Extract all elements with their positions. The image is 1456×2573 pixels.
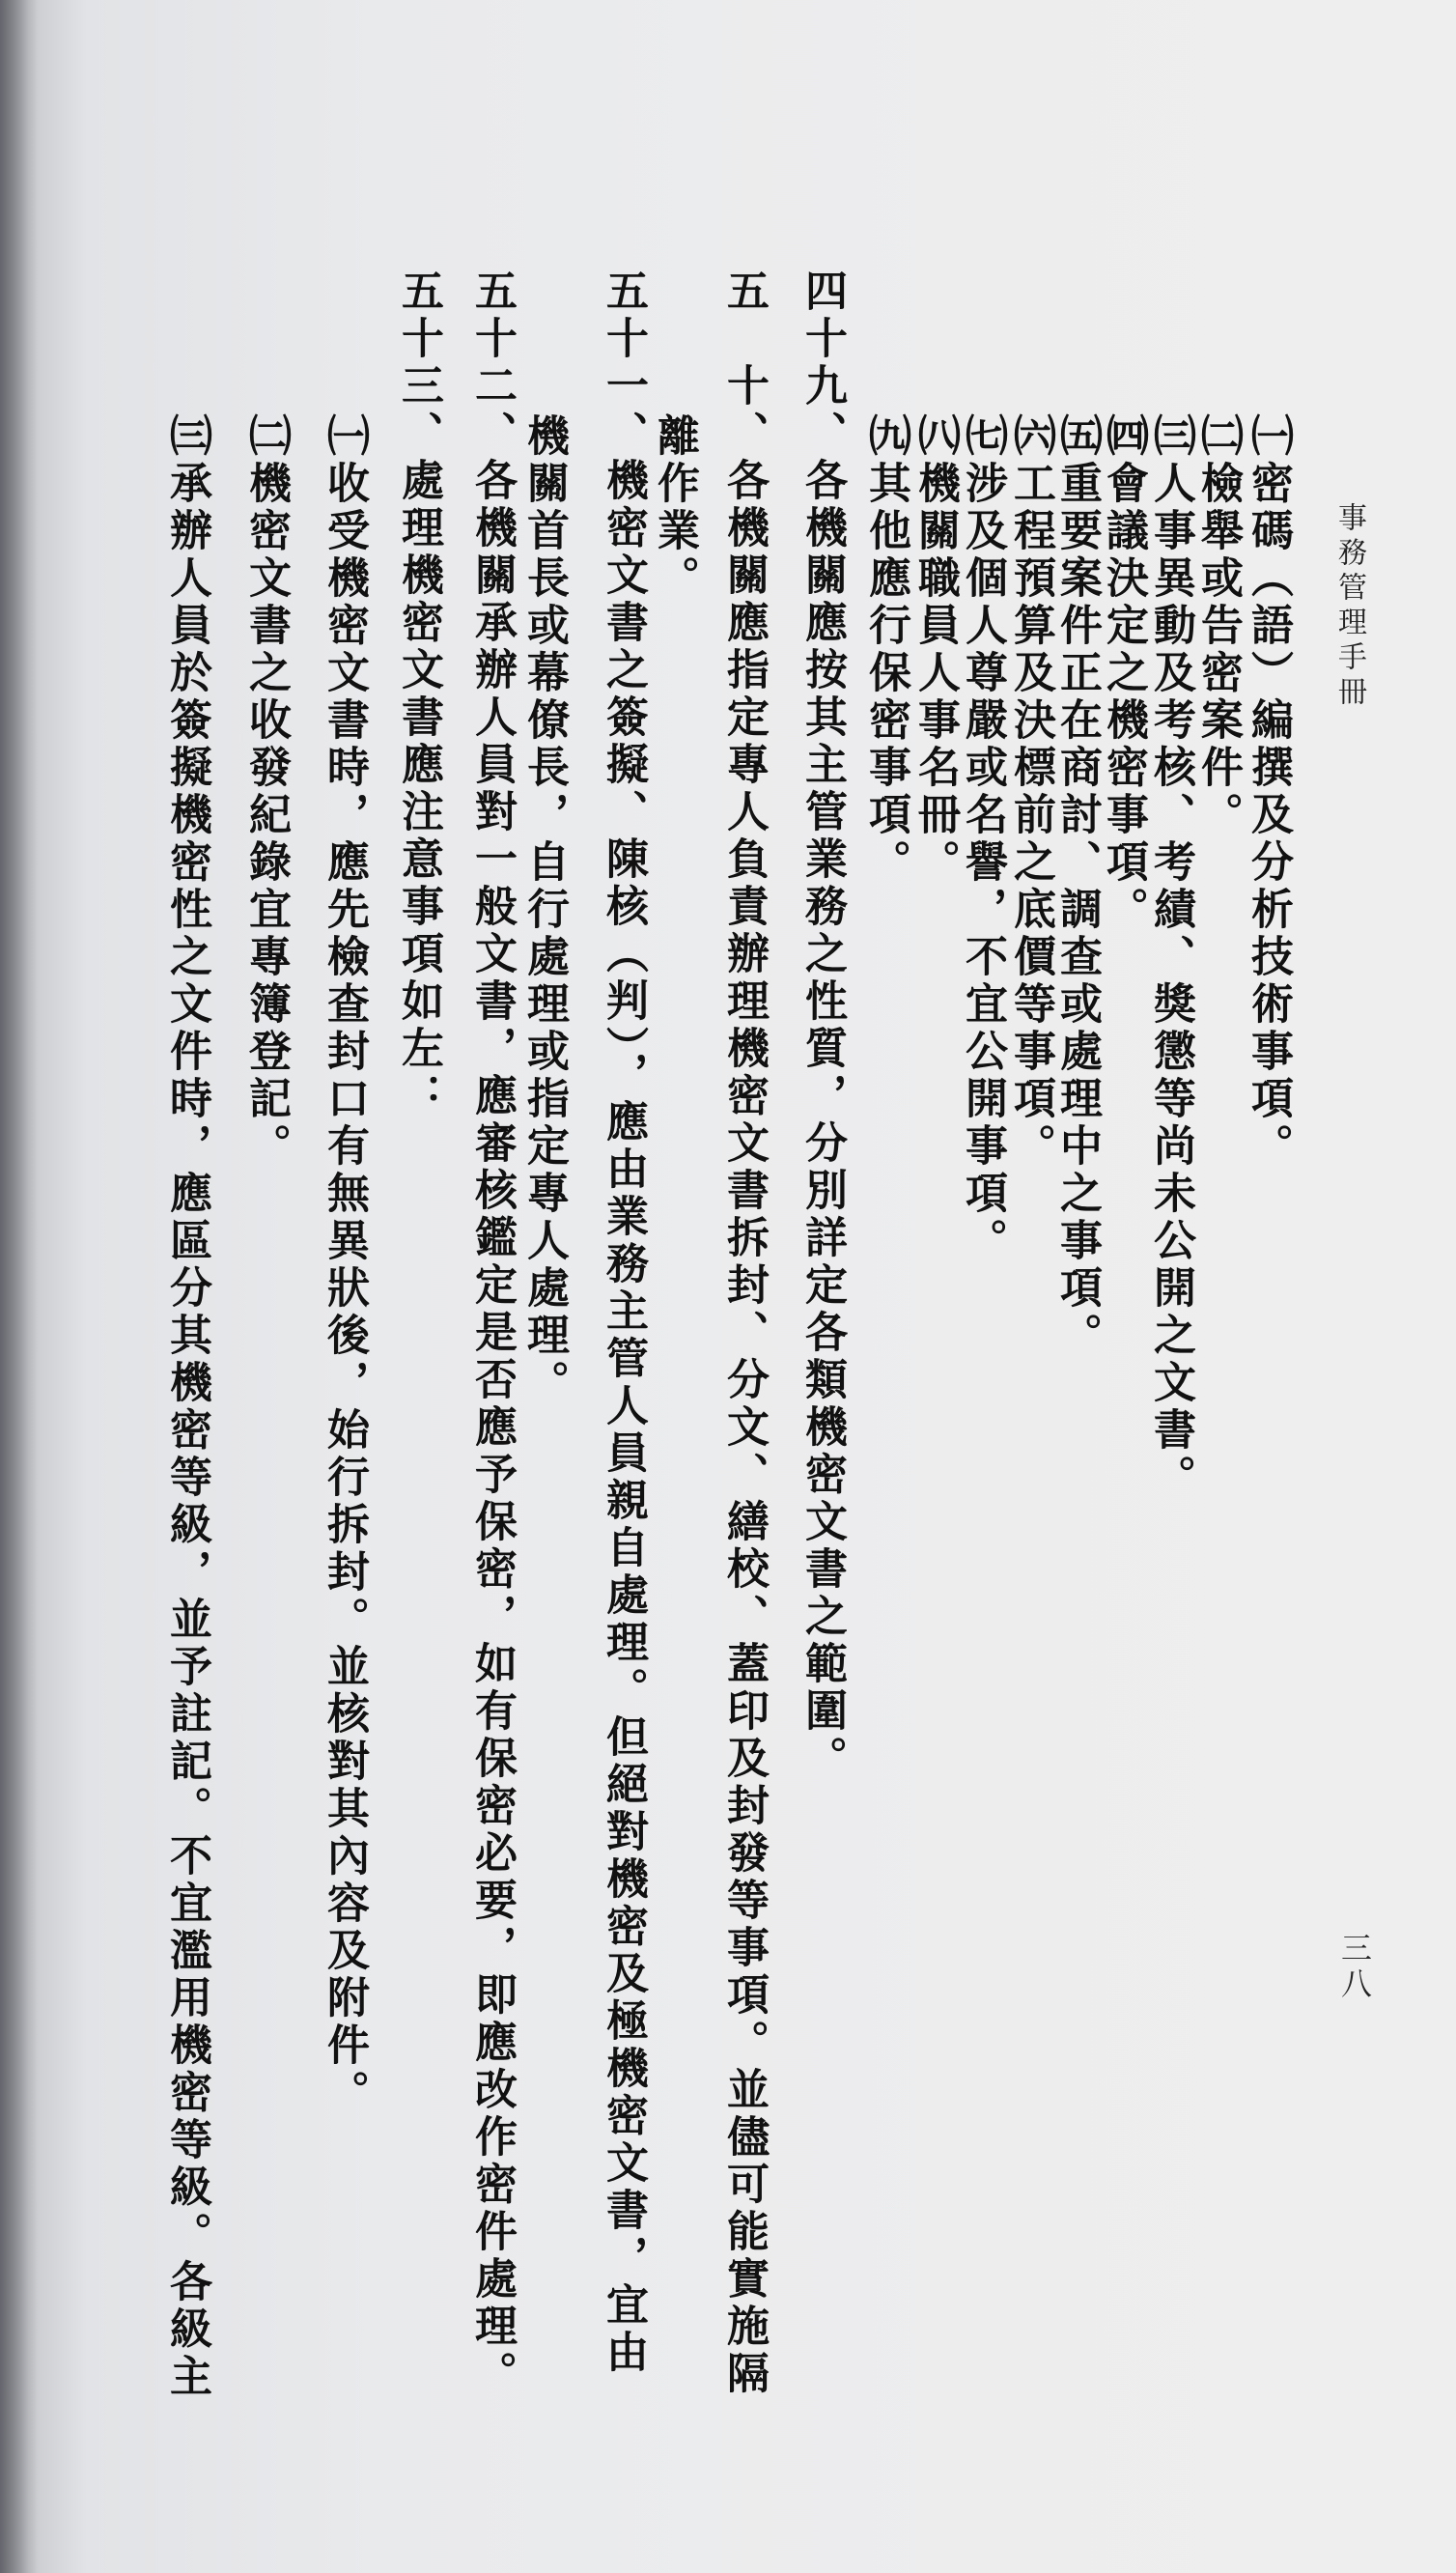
article-52: 五十二、各機關承辦人員對一般文書，應審核鑑定是否應予保密，如有保密必要，即應改作密件處理。 bbox=[467, 269, 517, 2398]
list-item: ㈠收受機密文書時，應先檢查封口有無異狀後，始行拆封。並核對其內容及附件。 bbox=[320, 413, 369, 2117]
article-49: 四十九、各機關應按其主管業務之性質，分別詳定各類機密文書之範圍。 bbox=[798, 269, 847, 1783]
list-item: ㈡檢舉或告密案件。 bbox=[1193, 413, 1243, 839]
list-item: ㈡機密文書之收發紀錄宜專簿登記。 bbox=[241, 413, 291, 1171]
list-item: ㈠密碼（語）編撰及分析技術事項。 bbox=[1244, 413, 1293, 1171]
article-51: 五十一、機密文書之簽擬、陳核（判），應由業務主管人員親自處理。但絕對機密及極機密文書，宜由 bbox=[599, 269, 648, 2377]
article-50: 五 十、各機關應指定專人負責辦理機密文書拆封、分文、繕校、蓋印及封發等事項。並儘可能實施隔 bbox=[719, 269, 769, 2398]
article-51-continued: 機關首長或幕僚長，自行處理或指定專人處理。 bbox=[519, 413, 569, 1407]
page-edge-shadow bbox=[0, 0, 39, 2573]
list-item: ㈥工程預算及決標前之底價等事項。 bbox=[1006, 413, 1055, 1171]
list-item: ㈦涉及個人尊嚴或名譽，不宜公開事項。 bbox=[958, 413, 1007, 1265]
running-header: 事務管理手冊 bbox=[1332, 502, 1366, 711]
list-item: ㈤重要案件正在商討、調查或處理中之事項。 bbox=[1052, 413, 1102, 1360]
page-number: 三八 bbox=[1336, 1932, 1373, 2003]
list-item: ㈨其他應行保密事項。 bbox=[861, 413, 910, 887]
list-item: ㈢人事異動及考核、考績、獎懲等尚未公開之文書。 bbox=[1146, 413, 1195, 1502]
article-50-continued: 離作業。 bbox=[650, 413, 699, 603]
list-item: ㈧機關職員人事名冊。 bbox=[910, 413, 960, 887]
list-item: ㈣會議決定之機密事項。 bbox=[1099, 413, 1148, 934]
article-53: 五十三、處理機密文書應注意事項如左： bbox=[394, 269, 443, 1120]
list-item: ㈢承辦人員於簽擬機密性之文件時，應區分其機密等級，並予註記。不宜濫用機密等級。各級主 bbox=[162, 413, 211, 2401]
